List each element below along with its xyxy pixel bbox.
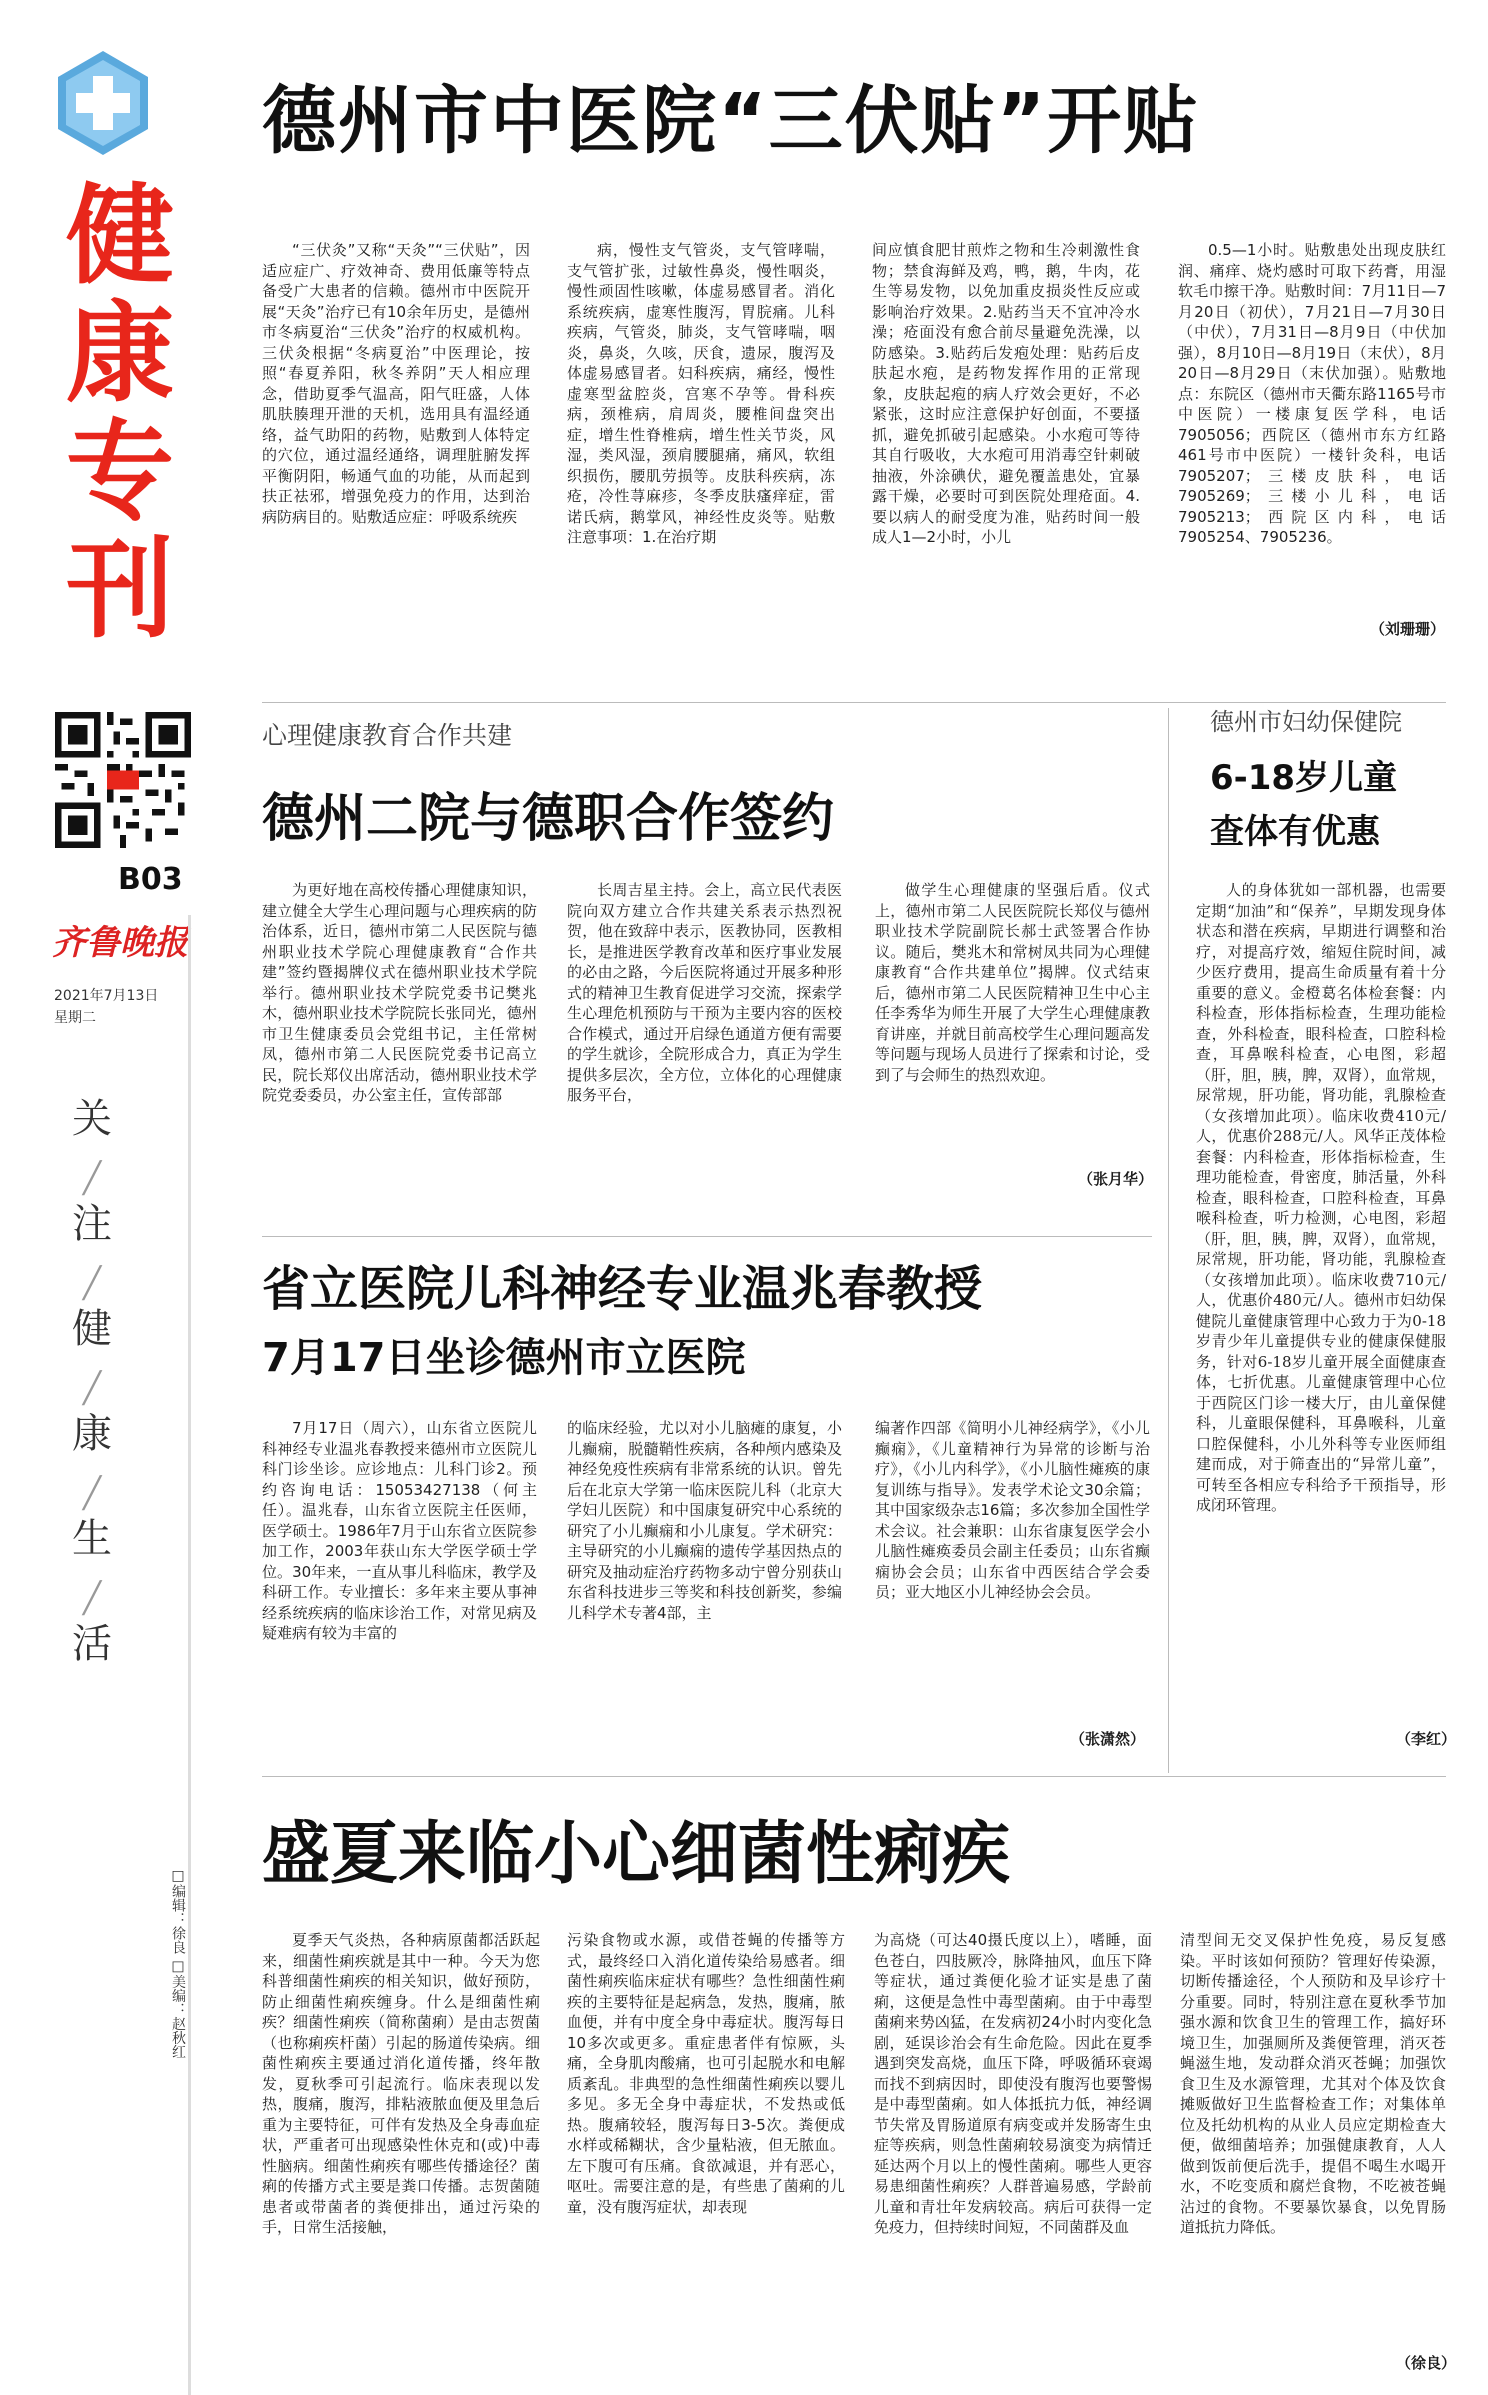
article4-col3: 编著作四部《简明小儿神经病学》，《小儿癫痫》，《儿童精神行为异常的诊断与治疗》，《小儿内科学》，《小儿脑性瘫痪的康复训练与指导》。发表学术论文30余篇；其中国家级杂志16篇；多次参加全国性学术会议。社会兼职：山东省康复医学会小儿脑性瘫痪委员会副主任委员；山东省癫痫协会会员；山东省中西医结合学会委员；亚大地区小儿神经协会会员。 — [875, 1419, 1150, 1601]
logo-mark — [48, 48, 158, 158]
article1-headline: 德州市中医院“三伏贴”开贴 — [262, 78, 1200, 164]
article5-col4: 清型间无交叉保护性免疫，易反复感染。平时该如何预防？管理好传染源，切断传播途径，个人预防和及早诊疗十分重要。同时，特别注意在夏秋季节加强水源和饮食卫生的管理工作，搞好环境卫生，加强厕所及粪便管理，消灭苍蝇滋生地，发动群众消灭苍蝇；加强饮食卫生及水源管理，尤其对个体及饮食摊贩做好卫生监督检查工作；对集体单位及托幼机构的从业人员应定期检查大便，做细菌培养；加强健康教育，人人做到饭前便后洗手，提倡不喝生水喝开水，不吃变质和腐烂食物，不吃被苍蝇沾过的食物。不要暴饮暴食，以免胃肠道抵抗力降低。 — [1180, 1931, 1446, 2236]
article4-credit: （张潇然） — [1070, 1730, 1146, 1748]
slogan-char: 关 — [72, 1096, 112, 1142]
article5-col1: 夏季天气炎热，各种病原菌都活跃起来，细菌性痢疾就是其中一种。今天为您科普细菌性痢疾的相关知识，做好预防，防止细菌性痢疾缠身。什么是细菌性痢疾？细菌性痢疾（简称菌痢）是由志贺菌（也称痢疾杆菌）引起的肠道传染病。细菌性痢疾主要通过消化道传播，终年散发，夏秋季可引起流行。临床表现以发热，腹痛，腹泻，排粘液脓血便及里急后重为主要特征，可伴有发热及全身毒血症状，严重者可出现感染性休克和(或)中毒性脑病。细菌性痢疾有哪些传播途径？菌痢的传播方式主要是粪口传播。志贺菌随患者或带菌者的粪便排出，通过污染的手，日常生活接触， — [262, 1931, 540, 2236]
issue-date: 2021年7月13日 — [54, 988, 159, 1004]
slogan-char: 注 — [72, 1201, 112, 1247]
article2-col3: 做学生心理健康的坚强后盾。仪式上，德州市第二人民医院院长郑仪与德州职业技术学院副院长郝士武签署合作协议。随后，樊兆木和常树凤共同为心理健康教育“合作共建单位”揭牌。仪式结束后，德州市第二人民医院精神卫生中心主任李秀华为师生开展了大学生心理健康教育讲座，并就目前高校学生心理问题高发等问题与现场人员进行了探索和讨论，受到了与会师生的热烈欢迎。 — [875, 881, 1150, 1084]
slash-divider: ╱ — [82, 1266, 102, 1301]
article5-credit: （徐良） — [1396, 2354, 1457, 2372]
article5-col2: 污染食物或水源，或借苍蝇的传播等方式，最终经口入消化道传染给易感者。细菌性痢疾临床症状有哪些？急性细菌性痢疾的主要特征是起病急，发热，腹痛，脓血便，并有中度全身中毒症状。腹泻每日10多次或更多。重症患者伴有惊厥，头痛，全身肌肉酸痛，也可引起脱水和电解质紊乱。非典型的急性细菌性痢疾以婴儿多见。多无全身中毒症状，不发热或低热。腹痛较轻，腹泻每日3-5次。粪便成水样或稀糊状，含少量粘液，但无脓血。左下腹可有压痛。食欲减退，并有恶心，呕吐。需要注意的是，有些患了菌痢的儿童，没有腹泻症状，却表现 — [567, 1931, 845, 2216]
column-title-char: 刊 — [65, 528, 174, 653]
newspaper-brand: 齐鲁晚报 — [52, 923, 188, 963]
column-title-char: 康 — [65, 292, 174, 417]
slogan-char: 健 — [72, 1306, 112, 1352]
column-title — [50, 174, 190, 653]
article3-headline-line2: 查体有优惠 — [1210, 812, 1380, 852]
article3-headline-line1: 6-18岁儿童 — [1210, 758, 1398, 798]
qr-code[interactable] — [55, 712, 191, 848]
column-title-char: 健 — [65, 174, 174, 299]
article3-kicker: 德州市妇幼保健院 — [1210, 708, 1402, 736]
article2-col1: 为更好地在高校传播心理健康知识，建立健全大学生心理问题与心理疾病的防治体系，近日，德州市第二人民医院与德州职业技术学院心理健康教育“合作共建”签约暨揭牌仪式在德州职业技术学院举行。德州职业技术学院党委书记樊兆木，德州职业技术学院院长张同光，德州市卫生健康委员会党组书记，主任常树凤，德州市第二人民医院党委书记高立民，院长郑仪出席活动，德州职业技术学院党委委员，办公室主任，宣传部部 — [262, 881, 537, 1104]
slogan-char: 活 — [72, 1621, 112, 1667]
slash-divider: ╱ — [82, 1161, 102, 1196]
slash-divider: ╱ — [82, 1476, 102, 1511]
page-number: B03 — [118, 862, 183, 897]
issue-weekday: 星期二 — [54, 1010, 96, 1026]
slogan-char: 康 — [72, 1411, 112, 1457]
column-title-char: 专 — [65, 410, 174, 535]
slash-divider: ╱ — [82, 1371, 102, 1406]
article2-kicker: 心理健康教育合作共建 — [262, 721, 513, 750]
article1-col3: 间应慎食肥甘煎炸之物和生冷刺激性食物；禁食海鲜及鸡，鸭，鹅，牛肉，花生等易发物，以免加重皮损炎性反应或影响治疗效果。2.贴药当天不宜冲冷水澡；疮面没有愈合前尽量避免洗澡，以防感染。3.贴药后发疱处理：贴药后皮肤起水疱，是药物发挥作用的正常现象，皮肤起疱的病人疗效会更好，不必紧张，这时应注意保护好创面，不要搔抓，避免抓破引起感染。小水疱可等待其自行吸收，大水疱可用消毒空针刺破抽液，外涂碘伏，避免覆盖患处，宜暴露干燥，必要时可到医院处理疮面。4.要以病人的耐受度为准，贴药时间一般成人1—2小时，小儿 — [872, 241, 1140, 546]
editor-credit: □编辑：徐良 □美编：赵秋红 — [170, 1868, 186, 2059]
slash-divider: ╱ — [82, 1581, 102, 1616]
article5-headline: 盛夏来临小心细菌性痢疾 — [262, 1815, 1011, 1894]
article1-col4: 0.5—1小时。贴敷患处出现皮肤红润、痛痒、烧灼感时可取下药膏，用湿软毛巾擦干净。贴敷时间：7月11日—7月20日（初伏），7月21日—7月30日（中伏），7月31日—8月9日（中伏加强），8月10日—8月19日（末伏），8月20日—8月29日（末伏加强）。贴敷地点：东院区（德州市天衢东路1165号市中医院）一楼康复医学科，电话7905056；西院区（德州市东方红路461号市中医院）一楼针灸科，电话7905207；三楼皮肤科，电话7905269；三楼小儿科，电话7905213；西院区内科，电话7905254、7905236。 — [1178, 241, 1446, 546]
hexagon-cross-icon — [48, 48, 158, 158]
article3-body: 人的身体犹如一部机器，也需要定期“加油”和“保养”，早期发现身体状态和潜在疾病，早期进行调整和治疗，对提高疗效，缩短住院时间，减少医疗费用，提高生命质量有着十分重要的意义。金橙葛名体检套餐：内科检查，形体指标检查，生理功能检查，外科检查，眼科检查，口腔科检查，耳鼻喉科检查，心电图，彩超（肝，胆，胰，脾，双肾），血常规，尿常规，肝功能，肾功能，乳腺检查（女孩增加此项）。临床收费410元/人，优惠价288元/人。风华正茂体检套餐：内科检查，形体指标检查，生理功能检查，骨密度，肺活量，外科检查，眼科检查，口腔科检查，耳鼻喉科检查，听力检测，心电图，彩超（肝，胆，胰，脾，双肾），血常规，尿常规，肝功能，肾功能，乳腺检查（女孩增加此项）。临床收费710元/人，优惠价480元/人。德州市妇幼保健院儿童健康管理中心致力于为0-18岁青少年儿童提供专业的健康保健服务，针对6-18岁儿童开展全面健康查体，七折优惠。儿童健康管理中心位于西院区门诊一楼大厅，由儿童保健科，儿童眼保健科，耳鼻喉科，儿童口腔保健科，小儿外科等专业医师组建而成，对于筛查出的“异常儿童”，可转至各相应专科给予干预指导，形成闭环管理。 — [1196, 881, 1446, 1514]
article1-col1: “三伏灸”又称“天灸”“三伏贴”，因适应症广、疗效神奇、费用低廉等特点备受广大患者的信赖。德州市中医院开展“天灸”治疗已有10余年历史，是德州市冬病夏治“三伏灸”治疗的权威机构。三伏灸根据“冬病夏治”中医理论，按照“春夏养阳，秋冬养阴”天人相应理念，借助夏季气温高，阳气旺盛，人体肌肤腠理开泄的天机，选用具有温经通络，益气助阳的药物，贴敷到人体特定的穴位，通过温经通络，调理脏腑发挥平衡阴阳，畅通气血的功能，从而起到扶正祛邪，增强免疫力的作用，达到治病防病目的。贴敷适应症：呼吸系统疾 — [262, 241, 530, 526]
article4-col2: 的临床经验，尤以对小儿脑瘫的康复，小儿癫痫，脱髓鞘性疾病，各种颅内感染及神经免疫性疾病有非常系统的认识。曾先后在北京大学第一临床医院儿科（北京大学妇儿医院）和中国康复研究中心系统的研究了小儿癫痫和小儿康复。学术研究：主导研究的小儿癫痫的遗传学基因热点的研究及抽动症治疗药物多动宁曾分别获山东省科技进步三等奖和科技创新奖，参编儿科学术专著4部，主 — [567, 1419, 842, 1622]
slogan-char: 生 — [72, 1516, 112, 1562]
article2-col2: 长周吉星主持。会上，高立民代表医院向双方建立合作共建关系表示热烈祝贺，他在致辞中表示，医教协同，医教相长，是推进医学教育改革和医疗事业发展的必由之路，今后医院将通过开展多种形式的精神卫生教育促进学习交流，探索学生心理危机预防与干预为主要内容的医校合作模式，通过开启绿色通道方便有需要的学生就诊，全院形成合力，真正为学生提供多层次，全方位，立体化的心理健康服务平台， — [567, 881, 842, 1104]
article4-headline-line2: 7月17日坐诊德州市立医院 — [262, 1335, 746, 1381]
article1-col2: 病，慢性支气管炎，支气管哮喘，支气管扩张，过敏性鼻炎，慢性咽炎，慢性顽固性咳嗽，体虚易感冒者。消化系统疾病，虚寒性腹泻，胃脘痛。儿科疾病，气管炎，肺炎，支气管哮喘，咽炎，鼻炎，久咳，厌食，遗尿，腹泻及体虚易感冒者。妇科疾病，痛经，慢性虚寒型盆腔炎，宫寒不孕等。骨科疾病，颈椎病，肩周炎，腰椎间盘突出症，增生性脊椎病，增生性关节炎，风湿，类风湿，颈肩腰腿痛，痛风，软组织损伤，腰肌劳损等。皮肤科疾病，冻疮，冷性荨麻疹，冬季皮肤瘙痒症，雷诺氏病，鹅掌风，神经性皮炎等。贴敷注意事项：1.在治疗期 — [567, 241, 835, 546]
article4-headline-line1: 省立医院儿科神经专业温兆春教授 — [262, 1261, 983, 1317]
article4-col1: 7月17日（周六），山东省立医院儿科神经专业温兆春教授来德州市立医院儿科门诊坐诊。应诊地点：儿科门诊2。预约咨询电话：15053427138（何主任）。温兆春，山东省立医院主任医师，医学硕士。1986年7月于山东省立医院参加工作，2003年获山东大学医学硕士学位。30年来，一直从事儿科临床，教学及科研工作。专业擅长：多年来主要从事神经系统疾病的临床诊治工作，对常见病及疑难病有较为丰富的 — [262, 1419, 537, 1642]
article1-credit: （刘珊珊） — [1370, 620, 1446, 638]
article2-headline: 德州二院与德职合作签约 — [262, 789, 835, 849]
article2-credit: （张月华） — [1078, 1170, 1154, 1188]
article3-credit: （李红） — [1396, 1730, 1457, 1748]
qr-code-icon — [55, 712, 191, 848]
article5-col3: 为高烧（可达40摄氏度以上），嗜睡，面色苍白，四肢厥冷，脉降抽风，血压下降等症状，通过粪便化验才证实是患了菌痢，这便是急性中毒型菌痢。由于中毒型菌痢来势凶猛，在发病初24小时内变化急剧，延误诊治会有生命危险。因此在夏季遇到突发高烧，血压下降，呼吸循环衰竭而找不到病因时，即使没有腹泻也要警惕是中毒型菌痢。如人体抵抗力低，神经调节失常及胃肠道原有病变或并发肠寄生虫症等疾病，则急性菌痢较易演变为病情迁延达两个月以上的慢性菌痢。哪些人更容易患细菌性痢疾？人群普遍易感，学龄前儿童和青壮年发病较高。病后可获得一定免疫力，但持续时间短，不同菌群及血 — [874, 1931, 1152, 2236]
